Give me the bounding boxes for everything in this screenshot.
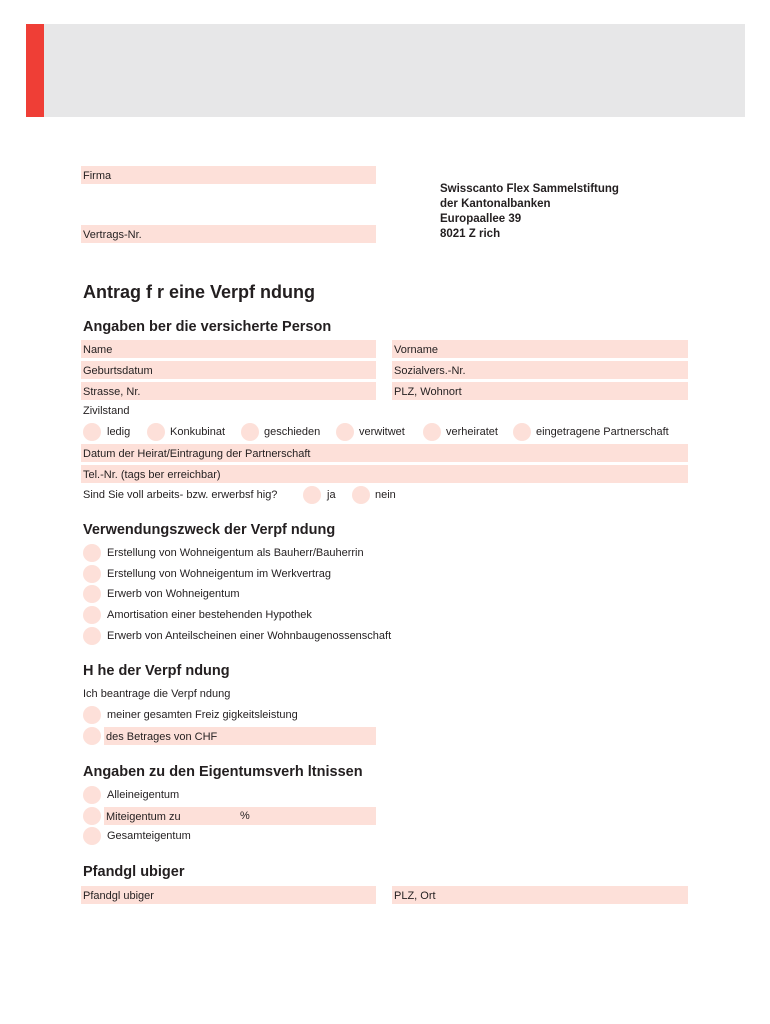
percent-sign: % <box>240 810 250 822</box>
creditor-plz-ort-label: PLZ, Ort <box>394 890 436 902</box>
option-verheiratet: verheiratet <box>446 426 498 438</box>
radio-ledig[interactable] <box>83 423 101 441</box>
telefon-label: Tel.-Nr. (tags ber erreichbar) <box>83 469 221 481</box>
radio-nein[interactable] <box>352 486 370 504</box>
address-line-4: 8021 Z rich <box>440 228 501 240</box>
name-label: Name <box>83 344 113 356</box>
purpose-option-1: Erstellung von Wohneigentum als Bauherr/Bauherrin <box>107 547 364 559</box>
checkbox-purpose-2[interactable] <box>83 565 101 583</box>
arbeitsfaehig-question: Sind Sie voll arbeits- bzw. erwerbsf hig? <box>83 489 278 501</box>
person-section-heading: Angaben ber die versicherte Person <box>83 319 332 335</box>
option-konkubinat: Konkubinat <box>170 426 226 438</box>
radio-verheiratet[interactable] <box>423 423 441 441</box>
radio-betrag[interactable] <box>83 727 101 745</box>
sozialvers-label: Sozialvers.-Nr. <box>394 365 466 377</box>
form-title: Antrag f r eine Verpf ndung <box>83 282 316 302</box>
strasse-field[interactable] <box>81 382 376 400</box>
name-field[interactable] <box>81 340 376 358</box>
checkbox-purpose-5[interactable] <box>83 627 101 645</box>
radio-konkubinat[interactable] <box>147 423 165 441</box>
datum-heirat-field[interactable] <box>81 444 688 462</box>
plz-wohnort-label: PLZ, Wohnort <box>394 386 462 398</box>
purpose-section-heading: Verwendungszweck der Verpf ndung <box>83 522 336 538</box>
option-geschieden: geschieden <box>264 426 321 438</box>
purpose-option-3: Erwerb von Wohneigentum <box>107 588 240 600</box>
creditor-plz-ort-field[interactable] <box>392 886 688 904</box>
miteigentum-label: Miteigentum zu <box>106 811 181 823</box>
purpose-option-5: Erwerb von Anteilscheinen einer Wohnbaugenossenschaft <box>107 630 392 642</box>
geburtsdatum-field[interactable] <box>81 361 376 379</box>
address-line-1: Swisscanto Flex Sammelstiftung <box>440 183 619 195</box>
radio-verwitwet[interactable] <box>336 423 354 441</box>
amount-intro: Ich beantrage die Verpf ndung <box>83 688 231 700</box>
checkbox-purpose-1[interactable] <box>83 544 101 562</box>
datum-heirat-label: Datum der Heirat/Eintragung der Partnerschaft <box>83 448 311 460</box>
address-line-3: Europaallee 39 <box>440 213 522 225</box>
header-band <box>26 24 745 117</box>
firma-label: Firma <box>83 170 112 182</box>
betrag-label: des Betrages von CHF <box>106 731 218 743</box>
radio-gesamte-leistung[interactable] <box>83 706 101 724</box>
checkbox-purpose-4[interactable] <box>83 606 101 624</box>
creditor-section-heading: Pfandgl ubiger <box>83 864 185 880</box>
header-accent-bar <box>26 24 44 117</box>
vertrags-nr-field[interactable] <box>81 225 376 243</box>
option-ja: ja <box>327 489 336 501</box>
firma-field[interactable] <box>81 166 376 184</box>
option-eingetragene-partnerschaft: eingetragene Partnerschaft <box>536 426 669 438</box>
pfandglaeubiger-field[interactable] <box>81 886 376 904</box>
vorname-field[interactable] <box>392 340 688 358</box>
radio-alleineigentum[interactable] <box>83 786 101 804</box>
vorname-label: Vorname <box>394 344 439 356</box>
geburtsdatum-label: Geburtsdatum <box>83 365 153 377</box>
option-verwitwet: verwitwet <box>359 426 405 438</box>
plz-wohnort-field[interactable] <box>392 382 688 400</box>
radio-ja[interactable] <box>303 486 321 504</box>
option-alleineigentum: Alleineigentum <box>107 789 180 801</box>
checkbox-purpose-3[interactable] <box>83 585 101 603</box>
pfandglaeubiger-label: Pfandgl ubiger <box>83 890 154 902</box>
option-gesamte-leistung: meiner gesamten Freiz gigkeitsleistung <box>107 709 298 721</box>
option-ledig: ledig <box>107 426 131 438</box>
recipient-address <box>440 182 619 242</box>
ownership-section-heading: Angaben zu den Eigentumsverh ltnissen <box>83 764 363 780</box>
option-gesamteigentum: Gesamteigentum <box>107 830 191 842</box>
betrag-field[interactable] <box>104 727 376 745</box>
amount-section-heading: H he der Verpf ndung <box>83 663 230 679</box>
vertrags-nr-label: Vertrags-Nr. <box>83 229 142 241</box>
radio-eingetragene-partnerschaft[interactable] <box>513 423 531 441</box>
sozialvers-field[interactable] <box>392 361 688 379</box>
telefon-field[interactable] <box>81 465 688 483</box>
address-line-2: der Kantonalbanken <box>440 198 551 210</box>
purpose-option-4: Amortisation einer bestehenden Hypothek <box>107 609 312 621</box>
radio-geschieden[interactable] <box>241 423 259 441</box>
radio-gesamteigentum[interactable] <box>83 827 101 845</box>
zivilstand-label: Zivilstand <box>83 405 130 417</box>
radio-miteigentum[interactable] <box>83 807 101 825</box>
strasse-label: Strasse, Nr. <box>83 386 141 398</box>
option-nein: nein <box>375 489 396 501</box>
purpose-option-2: Erstellung von Wohneigentum im Werkvertrag <box>107 568 331 580</box>
